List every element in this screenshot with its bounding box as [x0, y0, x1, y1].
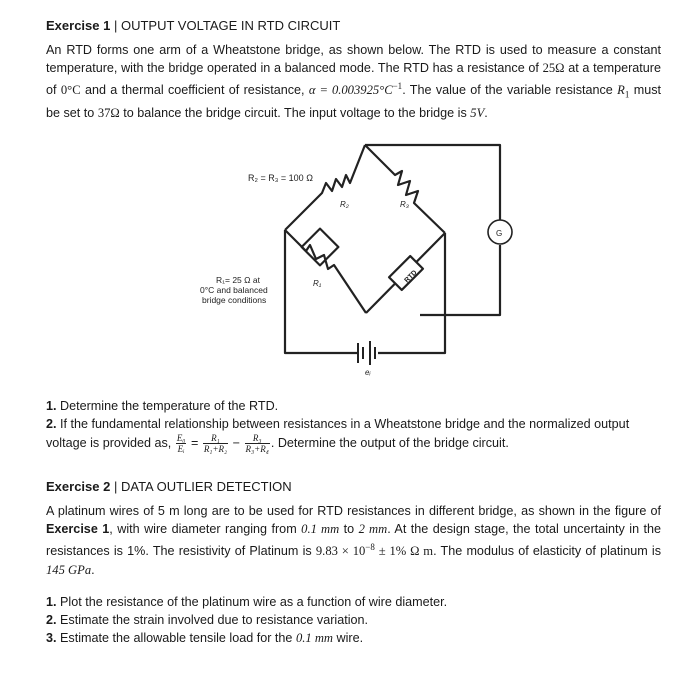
variable-resistor-box: [302, 229, 339, 266]
r2-arm: [285, 145, 365, 230]
label-r1: R₁: [313, 279, 322, 288]
condition-line-2: 0°C and balanced: [200, 285, 268, 295]
galvanometer-label: G: [496, 229, 503, 238]
heading-separator: |: [113, 479, 118, 494]
question-1: 1. Determine the temperature of the RTD.: [46, 399, 279, 413]
ex2-item-1: 1. Plot the resistance of the platinum wire as a function of wire diameter.: [46, 595, 448, 609]
ex2-item-2: 2. Estimate the strain involved due to resistance variation.: [46, 613, 369, 628]
exercise-2-paragraph: A platinum wires of 5 m long are to be used for RTD resistances in different bridge, as shown in the figure of Exercise 1, with wire diameter ranging from 0.1 mm to 2 mm. At the design stage, the total uncertainty in the resistances is 1%. The resistivity of Platinum is $9.83 \times 10^{-8} \pm 1\%$ Ω m. The modulus of elasticity of platinum is 145 GPa.: [46, 504, 662, 577]
exercise-1-heading: [46, 17, 661, 35]
label-r3: R₃: [400, 200, 409, 209]
label-ei: eᵢ: [365, 368, 371, 377]
right-supply-wire: [378, 233, 445, 353]
label-r2-r3: R₂ = R₃ = 100 Ω: [248, 173, 313, 183]
galvanometer-wire-top: [365, 145, 500, 220]
r1-arm: [285, 230, 366, 313]
exercise-1-number: Exercise 1: [46, 18, 111, 33]
r3-arm: [365, 145, 445, 233]
label-rtd: RTD: [403, 269, 419, 285]
label-r2: R₂: [340, 200, 349, 209]
exercise-1-title: OUTPUT VOLTAGE IN RTD CIRCUIT: [120, 18, 341, 33]
exercise-2-questions: [46, 593, 661, 648]
battery-icon: [358, 341, 375, 365]
question-2: 2. If the fundamental relationship between resistances in a Wheatstone bridge and the normalized output voltage is provided as, $\frac{\text{E₀}}{\text{Eᵢ}}$ = $\frac{\text{R₁}}{\text{R₁+R₂}}$ − $\frac{\text{R₃}}{\text{R₃+R₄}}$ . Determine the output of the bridge circuit.: [46, 417, 630, 455]
wheatstone-bridge-diagram: [190, 135, 520, 380]
fraction-r1: $\frac{\text{R₁}}{\text{R₁+R₂}}$: [203, 433, 228, 455]
exercise-1-questions: [46, 397, 661, 454]
ex2-item-3: 3. Estimate the allowable tensile load for the 0.1 mm wire.: [46, 631, 364, 646]
fraction-r3: $\frac{\text{R₃}}{\text{R₃+R₄}}$: [245, 433, 269, 455]
heading-separator: |: [113, 18, 118, 33]
exercise-1-paragraph: An RTD forms one arm of a Wheatstone bridge, as shown below. The RTD is used to measure a constant temperature, with the bridge operated in a balanced mode. The RTD has a resistance of 25Ω at a temperature of 0°C and a thermal coefficient of resistance, $\alpha = 0.003925^\circ C^{-1}$. The value of the variable resistance $R_1$ must be set to 37Ω to balance the bridge circuit. The input voltage to the bridge is 5V.: [46, 43, 661, 121]
condition-line-1: R₁= 25 Ω at: [216, 275, 260, 285]
exercise-2-number: Exercise 2: [46, 479, 111, 494]
fraction-eo-ei: $\frac{\text{E₀}}{\text{Eᵢ}}$: [176, 433, 186, 455]
left-supply-wire: [285, 230, 358, 353]
condition-line-3: bridge conditions: [202, 295, 267, 305]
exercise-2-title: DATA OUTLIER DETECTION: [120, 479, 292, 494]
exercise-2-heading: [46, 478, 661, 496]
galvanometer-wire-bottom: [420, 245, 500, 315]
